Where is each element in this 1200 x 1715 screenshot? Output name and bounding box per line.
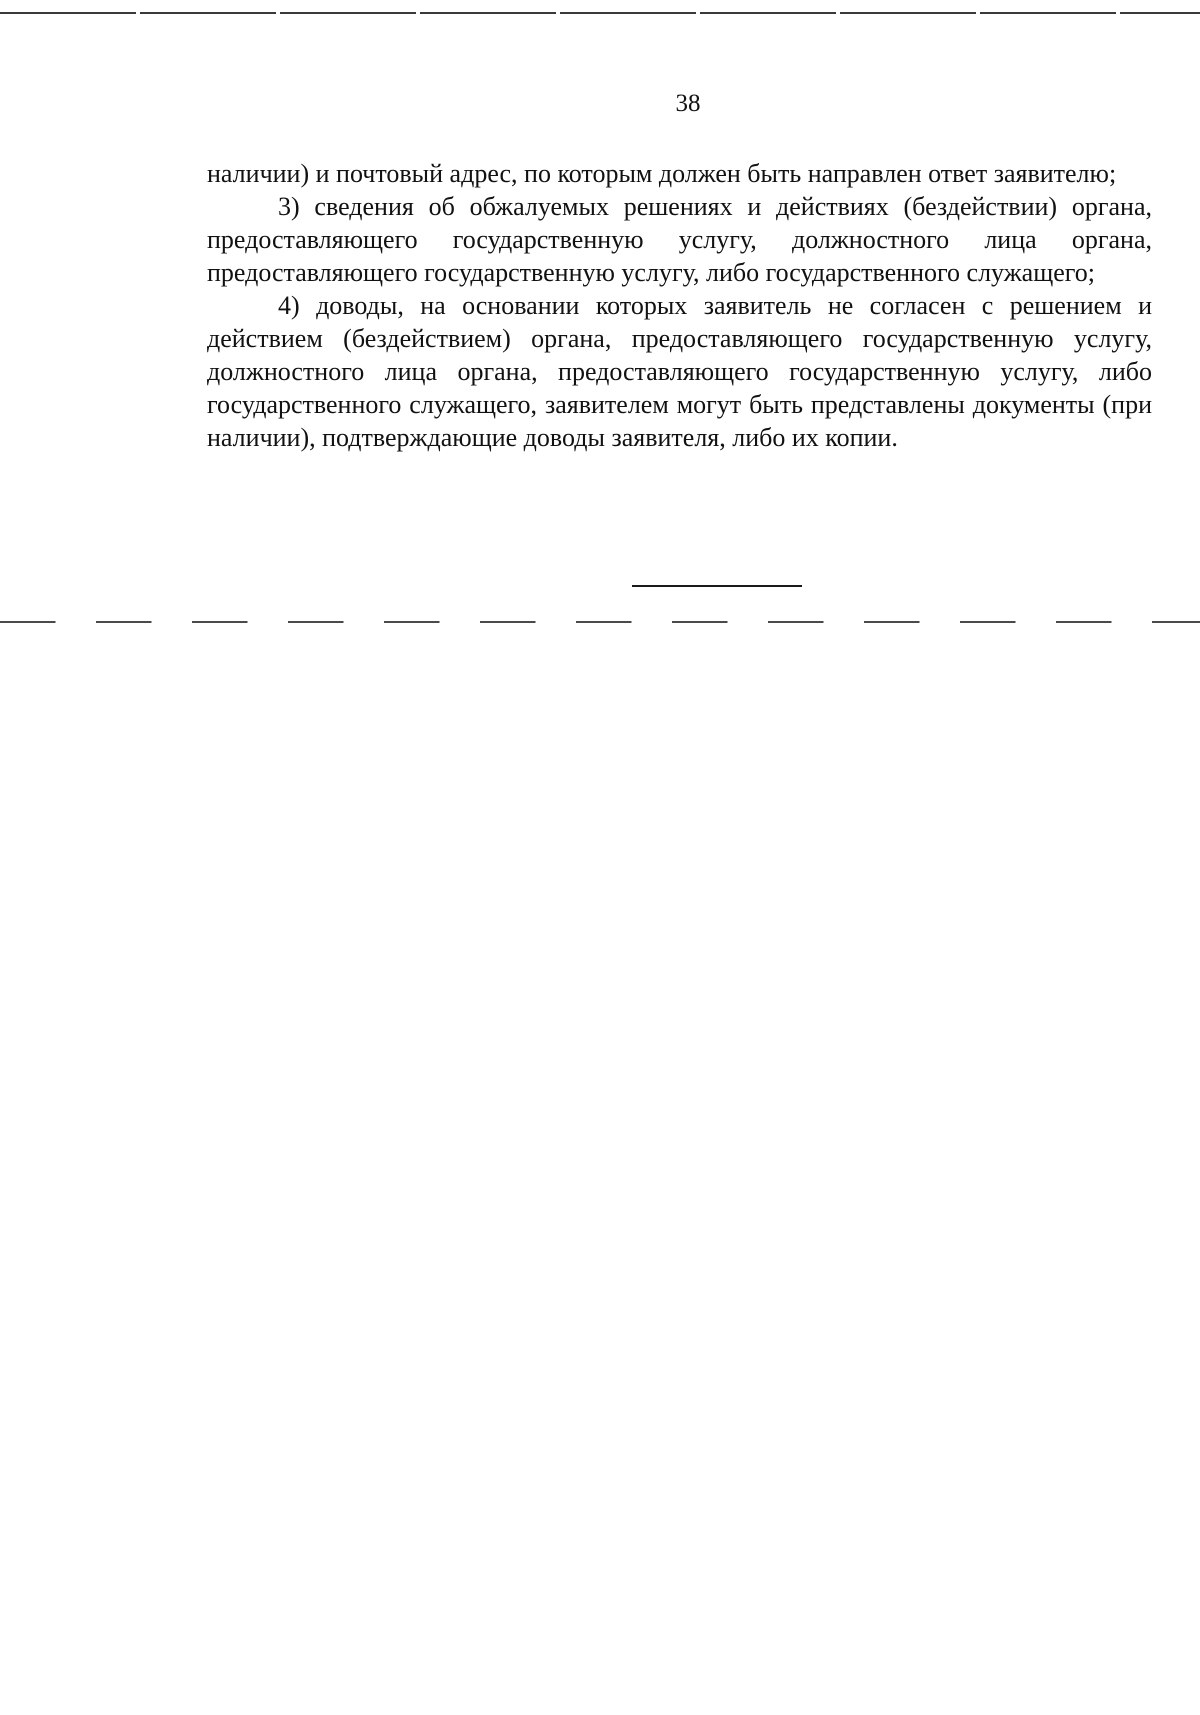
closing-rule <box>632 585 802 587</box>
paragraph-item-4: 4) доводы, на основании которых заявитель не согласен с решением и действием (бездействием) органа, предоставляющего государственную услугу, должностного лица органа, предоставляющего государственную услугу, либо государственного служащего, заявителем могут быть представлены документы (при наличии), подтверждающие доводы заявителя, либо их копии. <box>207 291 1152 452</box>
scan-edge-top <box>0 12 1200 14</box>
document-body <box>207 157 1152 454</box>
page-number: 38 <box>675 90 701 117</box>
paragraph-continuation: наличии) и почтовый адрес, по которым должен быть направлен ответ заявителю; <box>207 159 1117 188</box>
scan-edge-bottom <box>0 621 1200 623</box>
paragraph-item-3: 3) сведения об обжалуемых решениях и действиях (бездействии) органа, предоставляющего государственную услугу, должностного лица органа, предоставляющего государственную услугу, либо государственного служащего; <box>207 192 1152 287</box>
